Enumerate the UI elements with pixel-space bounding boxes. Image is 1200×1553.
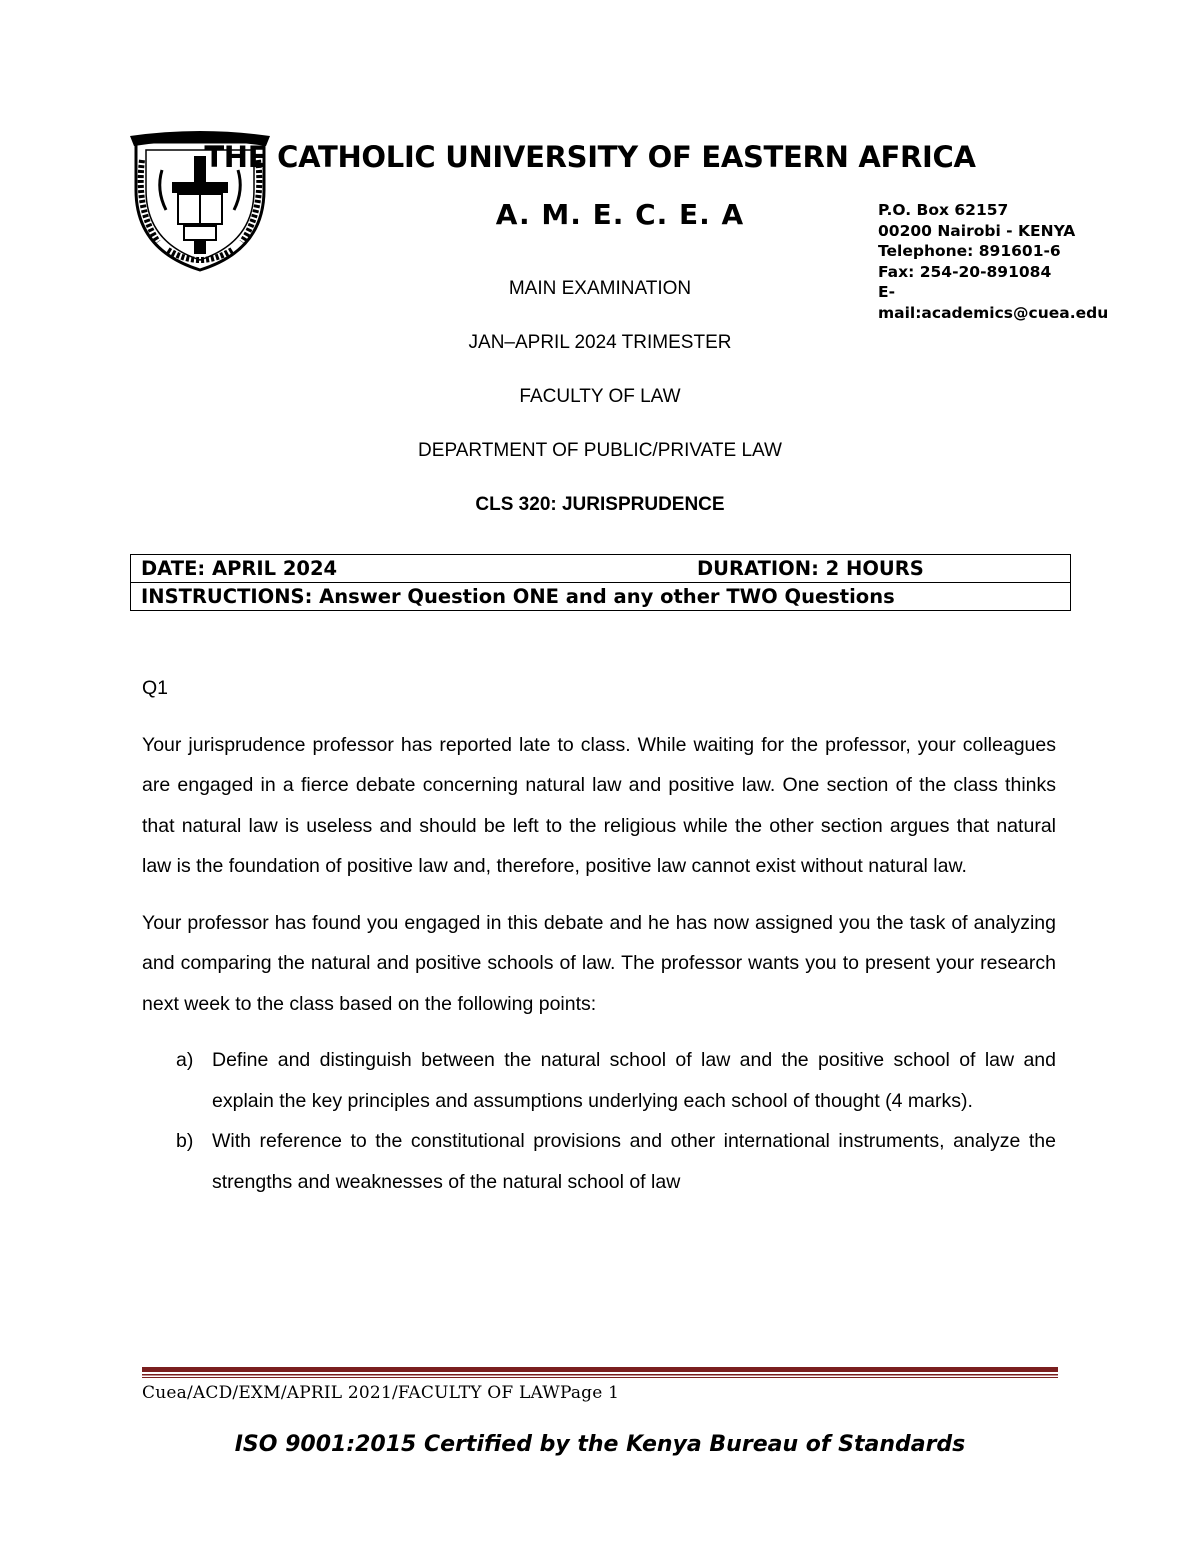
amecea-heading: A. M. E. C. E. A bbox=[495, 198, 745, 231]
question-body bbox=[142, 668, 1056, 1202]
department: DEPARTMENT OF PUBLIC/PRIVATE LAW bbox=[418, 440, 782, 461]
email-prefix: E- bbox=[878, 283, 896, 301]
exam-info-table bbox=[130, 554, 1071, 611]
faculty: FACULTY OF LAW bbox=[519, 386, 681, 407]
list-marker: b) bbox=[176, 1130, 194, 1152]
question-label: Q1 bbox=[142, 677, 169, 699]
list-item bbox=[142, 1121, 1056, 1202]
email: mail:academics@cuea.edu bbox=[878, 303, 1109, 322]
fax: Fax: 254-20-891084 bbox=[878, 262, 1052, 281]
footer-reference: Cuea/ACD/EXM/APRIL 2021/FACULTY OF LAWPage 1 bbox=[142, 1383, 620, 1403]
university-name: THE CATHOLIC UNIVERSITY OF EASTERN AFRICA bbox=[204, 140, 976, 174]
exam-instructions: INSTRUCTIONS: Answer Question ONE and any other TWO Questions bbox=[131, 583, 1071, 611]
course-title: CLS 320: JURISPRUDENCE bbox=[475, 494, 725, 515]
iso-certification: ISO 9001:2015 Certified by the Kenya Bureau of Standards bbox=[234, 1432, 966, 1457]
list-text: Define and distinguish between the natural school of law and the positive school of law and explain the key principles and assumptions underlying each school of thought (4 marks). bbox=[212, 1049, 1056, 1112]
question-paragraph: Your jurisprudence professor has reported late to class. While waiting for the professor, your colleagues are engaged in a fierce debate concerning natural law and positive law. One section of the class thinks that natural law is useless and should be left to the religious while the other section argues that natural law is the foundation of positive law and, therefore, positive law cannot exist without natural law. bbox=[142, 733, 1056, 877]
contact-block bbox=[878, 200, 1178, 323]
telephone: Telephone: 891601-6 bbox=[878, 242, 1061, 260]
instructions-row bbox=[131, 583, 1071, 611]
footer-divider bbox=[142, 1367, 1058, 1379]
date-duration-row bbox=[131, 555, 1071, 583]
question-paragraph: Your professor has found you engaged in this debate and he has now assigned you the task of analyzing and comparing the natural and positive schools of law. The professor wants you to present your research next week to the class based on the following points: bbox=[142, 911, 1056, 1015]
list-text: With reference to the constitutional provisions and other international instruments, analyze the strengths and weaknesses of the natural school of law bbox=[212, 1130, 1056, 1193]
city-address: 00200 Nairobi - KENYA bbox=[878, 221, 1076, 240]
exam-duration: DURATION: 2 HOURS bbox=[697, 555, 1071, 583]
trimester: JAN–APRIL 2024 TRIMESTER bbox=[468, 332, 732, 353]
exam-type: MAIN EXAMINATION bbox=[508, 278, 692, 299]
list-item bbox=[142, 1040, 1056, 1121]
list-marker: a) bbox=[176, 1049, 194, 1071]
exam-date: DATE: APRIL 2024 bbox=[131, 555, 698, 583]
po-box: P.O. Box 62157 bbox=[878, 201, 1009, 219]
